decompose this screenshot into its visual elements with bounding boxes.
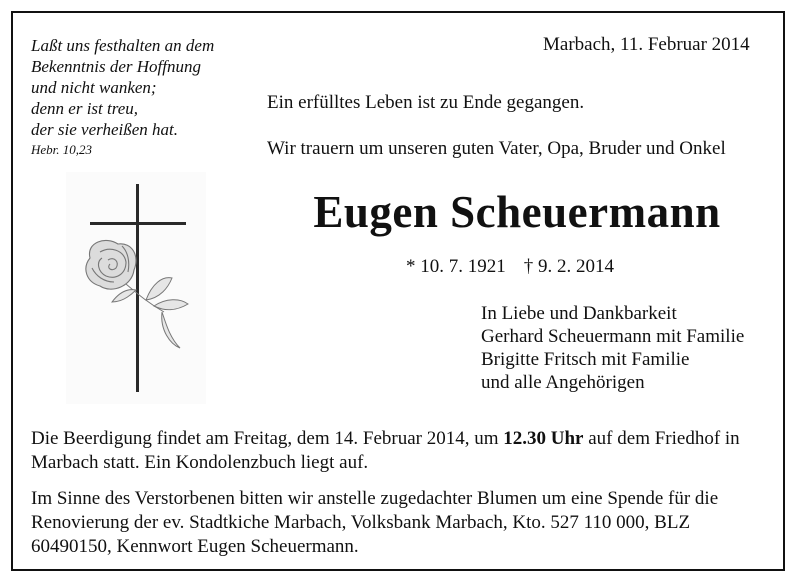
verse-line: Laßt uns festhalten an dem <box>31 36 215 55</box>
funeral-info <box>31 427 771 475</box>
cross-horizontal-beam <box>90 222 186 225</box>
intro-line: Ein erfülltes Leben ist zu Ende gegangen. <box>267 92 585 113</box>
bible-verse <box>31 35 214 158</box>
verse-line: Bekenntnis der Hoffnung <box>31 57 201 76</box>
verse-line: der sie verheißen hat. <box>31 120 178 139</box>
birth-date: * 10. 7. 1921 <box>406 256 506 277</box>
mourner-line: In Liebe und Dankbarkeit <box>481 303 677 324</box>
funeral-time: 12.30 Uhr <box>503 428 584 449</box>
life-dates <box>406 256 614 278</box>
mourner-line: Gerhard Scheuermann mit Familie <box>481 326 745 347</box>
death-date: † 9. 2. 2014 <box>523 256 614 277</box>
verse-line: denn er ist treu, <box>31 99 139 118</box>
funeral-text-after: auf dem Friedhof in Marbach statt. Ein Kondolenzbuch liegt auf. <box>31 428 740 473</box>
cross-vertical-beam <box>136 184 139 392</box>
verse-line: und nicht wanken; <box>31 78 157 97</box>
mourning-line: Wir trauern um unseren guten Vater, Opa, Bruder und Onkel <box>267 138 726 159</box>
deceased-name: Eugen Scheuermann <box>313 187 721 237</box>
mourner-line: und alle Angehörigen <box>481 372 645 393</box>
place-date: Marbach, 11. Februar 2014 <box>543 34 750 55</box>
mourner-line: Brigitte Fritsch mit Familie <box>481 349 690 370</box>
funeral-text-before: Die Beerdigung findet am Freitag, dem 14. Februar 2014, um <box>31 428 504 449</box>
donation-request: Im Sinne des Verstorbenen bitten wir anstelle zugedachter Blumen um eine Spende für die Renovierung der ev. Stadtkiche Marbach, Volksbank Marbach, Kto. 527 110 000, BLZ 60490150, Kennwort Eugen Scheuermann. <box>31 488 719 557</box>
cross-with-rose-icon <box>66 172 206 404</box>
verse-reference: Hebr. 10,23 <box>31 142 93 157</box>
mourners-list <box>481 302 744 394</box>
rose-flower <box>86 240 136 289</box>
